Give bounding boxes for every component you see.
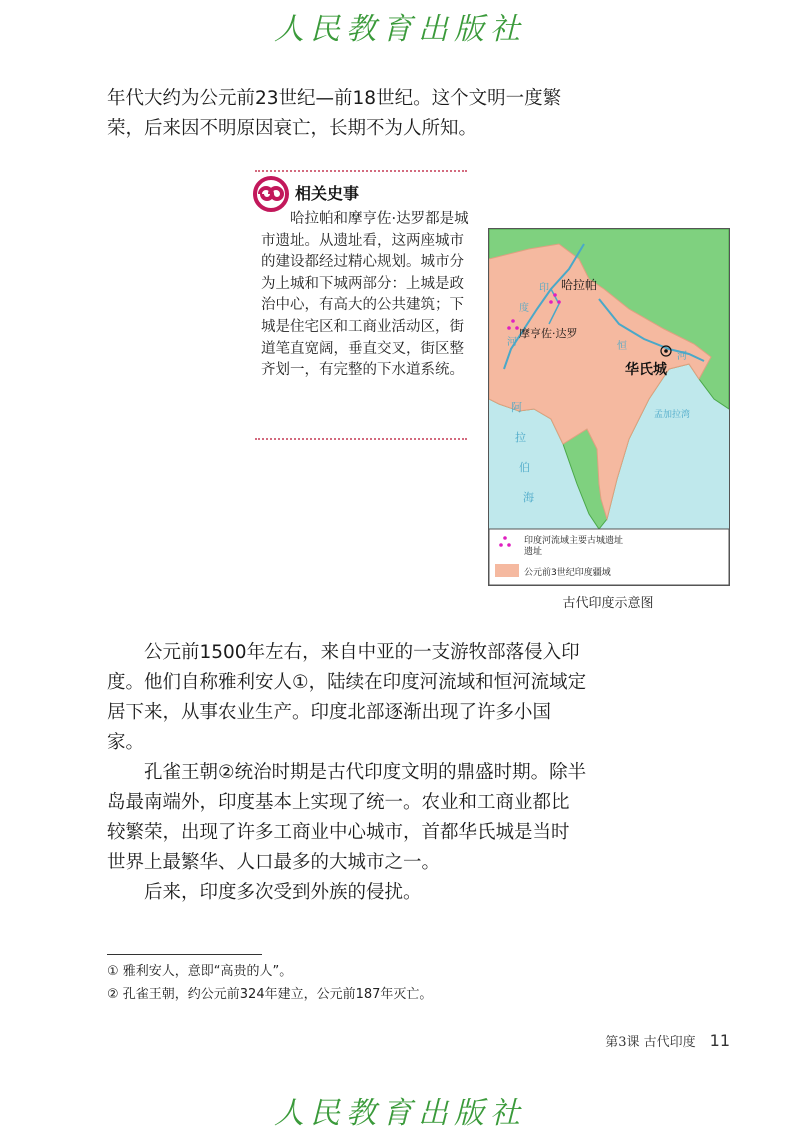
map-svg <box>489 229 729 585</box>
harappa-site-dot <box>557 300 561 304</box>
label-ganges-1: 恒 <box>617 341 627 352</box>
harappa-site-dot <box>549 300 553 304</box>
paragraph-invasions: 后来，印度多次受到外族的侵扰。 <box>144 882 422 903</box>
label-pataliputra: 华氏城 <box>625 362 667 378</box>
paragraph-maurya: 孔雀王朝②统治时期是古代印度文明的鼎盛时期。除半岛最南端外，印度基本上实现了统一。农业和工商业都比较繁荣，出现了许多工商业中心城市，首都华氏城是当时世界上最繁华、人口最多的大城市之一。 <box>107 762 587 873</box>
map-caption: 古代印度示意图 <box>562 596 654 611</box>
sidebar-text: 哈拉帕和摩亨佐·达罗都是城市遗址。从遗址看，这两座城市的建设都经过精心规划。城市分为上城和下城两部分：上城是政治中心，有高大的公共建筑；下城是住宅区和工商业活动区，街道笔直宽阔，垂直交叉，街区整齐划一，有完整的下水道系统。 <box>261 211 469 379</box>
legend-site-dot <box>507 543 511 547</box>
legend-swatch-territory <box>495 564 519 577</box>
footnote-maurya: ② 孔雀王朝，约公元前324年建立，公元前187年灭亡。 <box>107 987 433 1002</box>
legend-territory-label: 公元前3世纪印度疆域 <box>524 568 611 578</box>
label-indus-2: 度 <box>519 303 529 314</box>
ancient-india-map <box>488 228 730 586</box>
label-ganges-2: 河 <box>677 351 687 362</box>
label-arabian-4: 海 <box>523 491 534 504</box>
label-arabian-1: 阿 <box>511 401 522 414</box>
mohenjo-site-dot <box>507 326 511 330</box>
paragraph-intro: 年代大约为公元前23世纪—前18世纪。这个文明一度繁荣，后来因不明原因衰亡，长期不为人所知。 <box>107 88 562 139</box>
harappa-site-dot <box>553 293 557 297</box>
legend-sites-label: 印度河流域主要古城遗址 <box>524 536 624 546</box>
label-bengal: 孟加拉湾 <box>654 410 691 420</box>
pataliputra-marker-center <box>664 349 668 353</box>
sidebar-title: 相关史事 <box>295 184 360 203</box>
publisher-watermark-top: 人民教育出版社 <box>274 12 526 47</box>
label-mohenjo: 摩亨佐·达罗 <box>519 327 578 340</box>
label-arabian-3: 伯 <box>519 461 530 474</box>
sidebar-top-divider <box>255 170 467 172</box>
page-footer <box>560 1031 730 1050</box>
legend-site-dot <box>503 536 507 540</box>
sidebar-bottom-divider <box>255 438 467 440</box>
lesson-title: 第3课 古代印度 <box>605 1035 696 1050</box>
label-indus-1: 印 <box>539 283 549 294</box>
footnote-divider <box>107 954 262 955</box>
paragraph-aryans: 公元前1500年左右，来自中亚的一支游牧部落侵入印度。他们自称雅利安人①，陆续在印度河流域和恒河流域定居下来，从事农业生产。印度北部逐渐出现了许多小国家。 <box>107 642 587 753</box>
swirl-icon <box>252 176 290 212</box>
footnote-aryans: ① 雅利安人，意即“高贵的人”。 <box>107 964 293 979</box>
legend-sites-label-cont: 遗址 <box>524 547 543 557</box>
label-harappa: 哈拉帕 <box>561 278 598 292</box>
label-indus-3: 河 <box>507 337 517 348</box>
mohenjo-site-dot <box>511 319 515 323</box>
legend-site-dot <box>499 543 503 547</box>
label-arabian-2: 拉 <box>515 431 526 444</box>
page-number: 11 <box>709 1031 730 1050</box>
publisher-watermark-bottom: 人民教育出版社 <box>274 1096 526 1131</box>
